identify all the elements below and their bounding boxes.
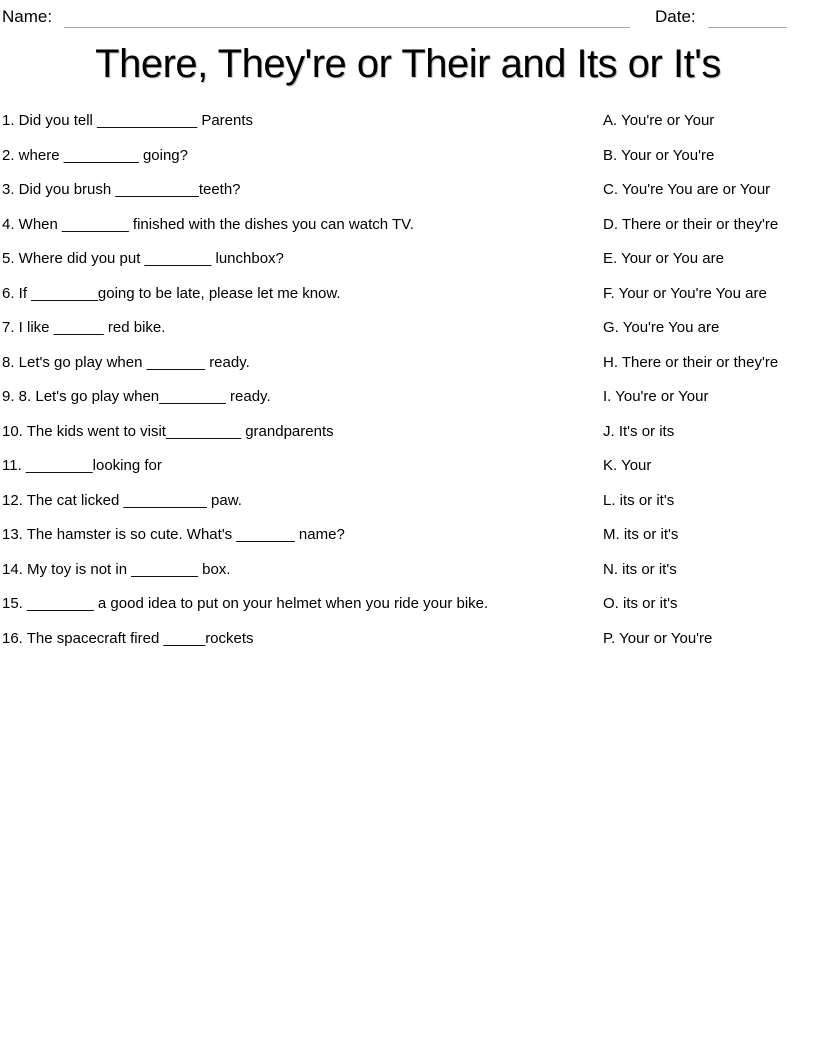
name-label: Name: [2, 7, 53, 26]
question-line-5: 5. Where did you put ________ lunchbox? [2, 250, 284, 267]
answer-line-i: I. You're or Your [603, 388, 709, 405]
questions-column [2, 104, 488, 656]
answer-line-l: L. its or it's [603, 491, 675, 509]
date-blank-line [708, 8, 787, 28]
date-label: Date: [655, 7, 696, 26]
worksheet-title: There, They're or Their and Its or It's [95, 42, 721, 86]
name-blank-line [64, 8, 630, 28]
answer-line-f: F. Your or You're You are [603, 284, 767, 302]
question-line-16: 16. The spacecraft fired _____rockets [2, 629, 254, 647]
question-line-11: 11. ________looking for [2, 457, 162, 474]
question-line-10: 10. The kids went to visit_________ grandparents [2, 422, 334, 440]
answer-line-b: B. Your or You're [603, 146, 715, 164]
answer-line-j: J. It's or its [603, 422, 675, 440]
answer-line-p: P. Your or You're [603, 629, 713, 647]
answer-line-h: H. There or their or they're [603, 353, 779, 371]
answer-line-o: O. its or it's [603, 595, 678, 612]
answer-line-e: E. Your or You are [603, 250, 724, 267]
question-line-2: 2. where _________ going? [2, 146, 188, 164]
question-line-15: 15. ________ a good idea to put on your helmet when you ride your bike. [2, 595, 489, 612]
question-line-6: 6. If ________going to be late, please let me know. [2, 284, 341, 302]
question-line-14: 14. My toy is not in ________ box. [2, 560, 231, 578]
question-line-1: 1. Did you tell ____________ Parents [2, 112, 254, 129]
answer-line-a: A. You're or Your [603, 112, 715, 129]
answer-line-m: M. its or it's [603, 526, 679, 543]
question-line-3: 3. Did you brush __________teeth? [2, 181, 241, 198]
answers-column [603, 104, 778, 656]
answer-line-k: K. Your [603, 457, 652, 474]
answer-line-n: N. its or it's [603, 560, 677, 578]
question-line-9: 9. 8. Let's go play when________ ready. [2, 388, 271, 405]
question-line-4: 4. When ________ finished with the dishes you can watch TV. [2, 215, 414, 233]
answer-line-d: D. There or their or they're [603, 215, 779, 233]
answer-line-g: G. You're You are [603, 319, 720, 336]
question-line-13: 13. The hamster is so cute. What's _______ name? [2, 526, 345, 543]
question-line-12: 12. The cat licked __________ paw. [2, 491, 242, 509]
question-line-7: 7. I like ______ red bike. [2, 319, 166, 336]
question-line-8: 8. Let's go play when _______ ready. [2, 353, 250, 371]
answer-line-c: C. You're You are or Your [603, 181, 771, 198]
